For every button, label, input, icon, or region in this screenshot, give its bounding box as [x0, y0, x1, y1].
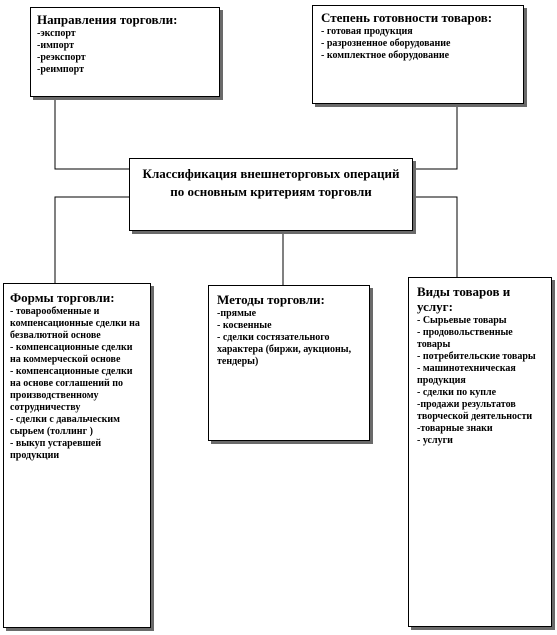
- list-item: - готовая продукция: [321, 26, 413, 37]
- directions-title: Направления торговли:: [37, 12, 178, 27]
- list-item: - потребительские товары: [417, 351, 536, 362]
- kinds-list: [417, 315, 543, 447]
- forms-list: [10, 306, 144, 462]
- kinds-box: [408, 277, 552, 627]
- list-item: -реимпорт: [37, 64, 85, 75]
- list-item: - комплектное оборудование: [321, 50, 450, 61]
- classification-box: [129, 158, 413, 231]
- methods-list: [217, 308, 361, 368]
- classification-title: Классификация внешнеторговых операций по основным критериям торговли: [142, 166, 400, 199]
- connector-kinds: [413, 197, 457, 277]
- methods-box: [208, 285, 370, 441]
- list-item: - сделки по купле: [417, 387, 497, 398]
- list-item: - Сырьевые товары: [417, 315, 507, 326]
- forms-box: [3, 283, 151, 628]
- list-item: - продовольственные товары: [417, 327, 513, 350]
- methods-title: Методы торговли:: [217, 292, 325, 307]
- list-item: -товарные знаки: [417, 423, 493, 434]
- kinds-title: Виды товаров и услуг:: [417, 284, 511, 314]
- list-item: - компенсационные сделки на коммерческой основе: [10, 342, 133, 365]
- readiness-box: [312, 5, 524, 104]
- list-item: - сделки с давальческим сырьем (толлинг ): [10, 414, 120, 437]
- list-item: - машинотехническая продукция: [417, 363, 516, 386]
- list-item: - компенсационные сделки на основе соглашений по производственному сотрудничеству: [10, 366, 133, 413]
- list-item: - косвенные: [217, 320, 272, 331]
- list-item: - товарообменные и компенсационные сделки на безвалютной основе: [10, 306, 140, 341]
- list-item: - сделки состязательного характера (биржи, аукционы, тендеры): [217, 332, 352, 367]
- connector-directions: [55, 97, 129, 169]
- directions-list: [37, 28, 213, 76]
- readiness-list: [321, 26, 515, 62]
- list-item: -прямые: [217, 308, 257, 319]
- connector-readiness: [413, 104, 457, 169]
- list-item: - разрозненное оборудование: [321, 38, 451, 49]
- forms-title: Формы торговли:: [10, 290, 115, 305]
- list-item: - услуги: [417, 435, 453, 446]
- list-item: -реэкспорт: [37, 52, 86, 63]
- list-item: -экспорт: [37, 28, 76, 39]
- directions-box: [30, 7, 220, 97]
- list-item: -импорт: [37, 40, 75, 51]
- list-item: -продажи результатов творческой деятельности: [417, 399, 533, 422]
- list-item: - выкуп устаревшей продукции: [10, 438, 102, 461]
- connector-forms: [55, 197, 129, 283]
- readiness-title: Степень готовности товаров:: [321, 10, 493, 25]
